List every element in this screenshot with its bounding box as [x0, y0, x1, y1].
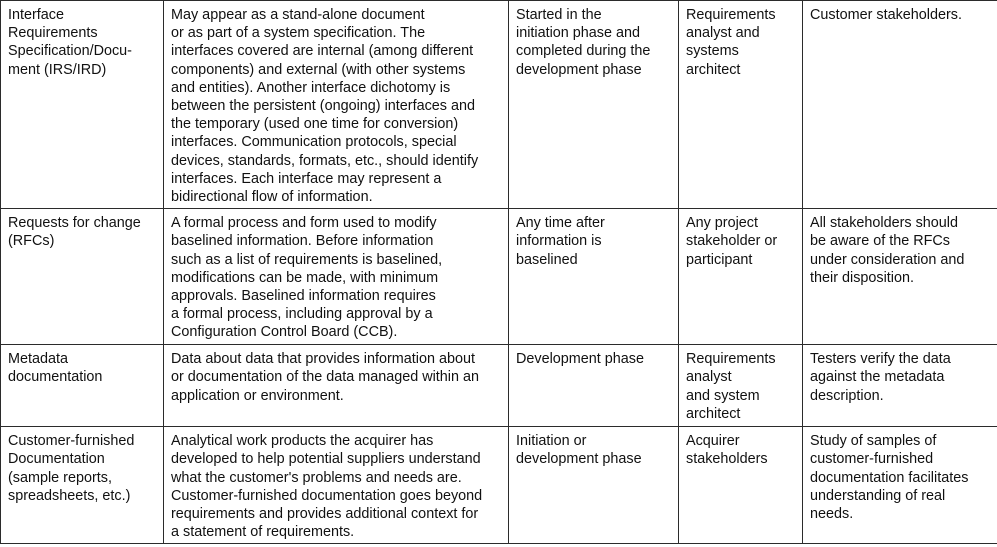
table-row	[1, 209, 997, 345]
artifact-cell: Requests for change (RFCs)	[1, 209, 164, 345]
audience-cell: Customer stakeholders.	[803, 1, 997, 209]
creator-cell: Requirements analyst and systems architect	[679, 1, 803, 209]
audience-cell: Testers verify the data against the metadata description.	[803, 345, 997, 427]
table-row	[1, 345, 997, 427]
table-row	[1, 1, 997, 209]
description-cell: May appear as a stand-alone document or as part of a system specification. The interfaces covered are internal (among different components) and external (with other systems and entities). Another interface dichotomy is between the persistent (ongoing) interfaces and the temporary (used one time for conversion) interfaces. Communication protocols, special devices, standards, formats, etc., should identify interfaces. Each interface may represent a bidirectional flow of information.	[164, 1, 509, 209]
creator-cell: Requirements analyst and system architect	[679, 345, 803, 427]
artifact-cell: Customer-furnished Documentation (sample reports, spreadsheets, etc.)	[1, 427, 164, 544]
audience-cell: Study of samples of customer-furnished documentation facilitates understanding of real needs.	[803, 427, 997, 544]
timing-cell: Started in the initiation phase and completed during the development phase	[509, 1, 679, 209]
timing-cell: Initiation or development phase	[509, 427, 679, 544]
timing-cell: Any time after information is baselined	[509, 209, 679, 345]
description-cell: A formal process and form used to modify baselined information. Before information such as a list of requirements is baselined, modifications can be made, with minimum approvals. Baselined information requires a formal process, including approval by a Configuration Control Board (CCB).	[164, 209, 509, 345]
timing-cell: Development phase	[509, 345, 679, 427]
creator-cell: Acquirer stakeholders	[679, 427, 803, 544]
description-cell: Analytical work products the acquirer has developed to help potential suppliers understand what the customer's problems and needs are. Customer-furnished documentation goes beyond requirements and provides additional context for a statement of requirements.	[164, 427, 509, 544]
artifact-cell: Metadata documentation	[1, 345, 164, 427]
artifact-cell: Interface Requirements Specification/Docu- ment (IRS/IRD)	[1, 1, 164, 209]
audience-cell: All stakeholders should be aware of the RFCs under consideration and their disposition.	[803, 209, 997, 345]
creator-cell: Any project stakeholder or participant	[679, 209, 803, 345]
table-row	[1, 427, 997, 544]
description-cell: Data about data that provides information about or documentation of the data managed within an application or environment.	[164, 345, 509, 427]
